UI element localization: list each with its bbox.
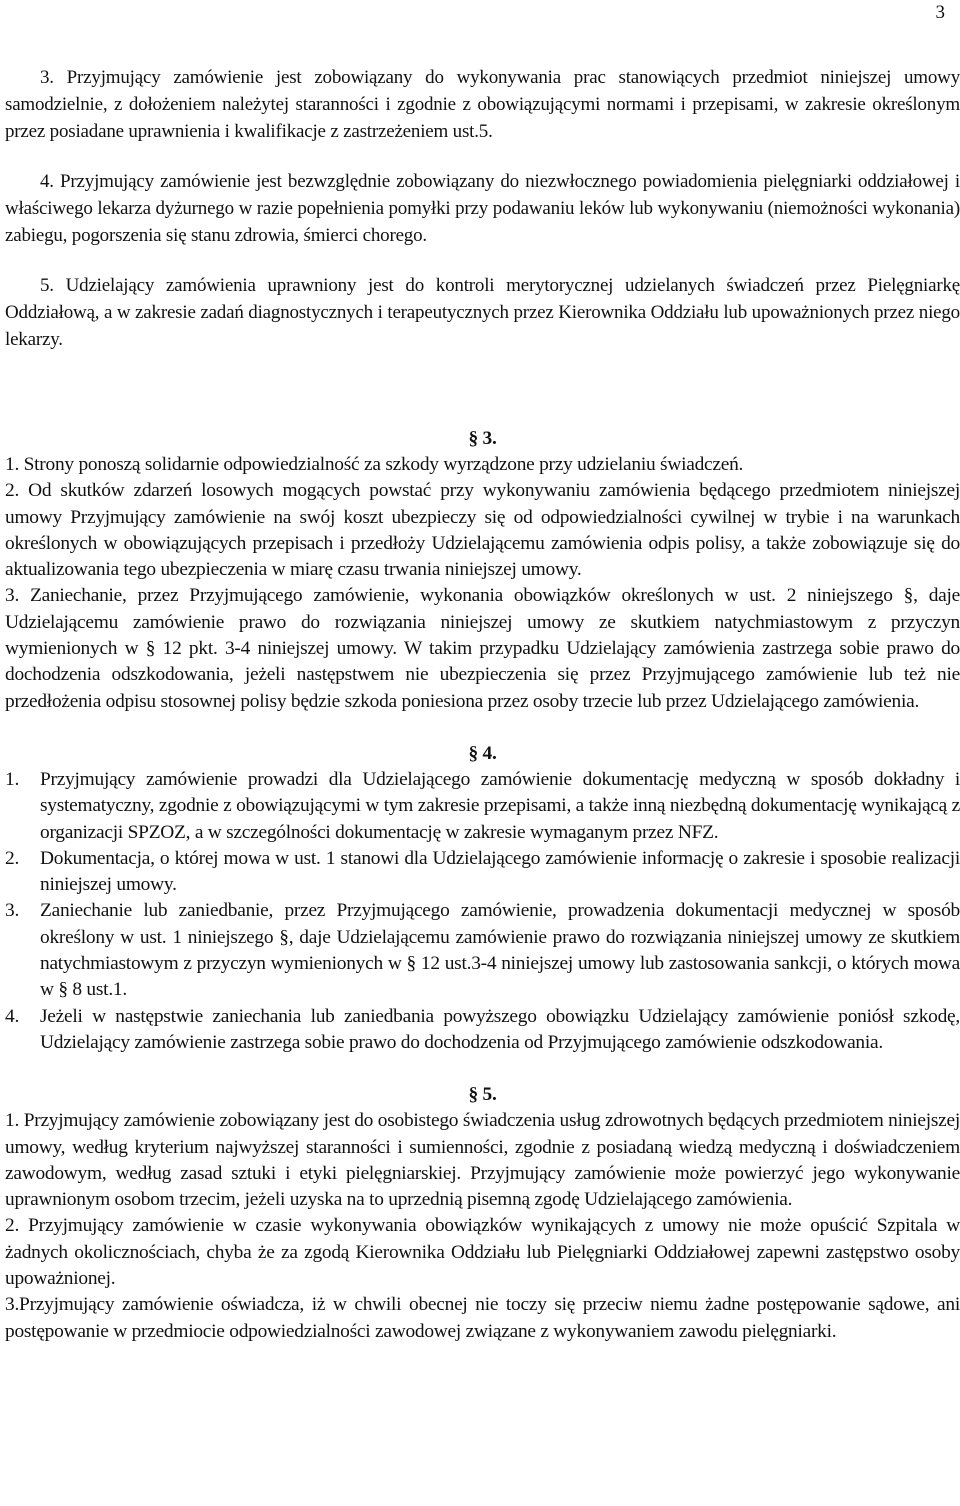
list-item-text: Jeżeli w następstwie zaniechania lub zaniedbania powyższego obowiązku Udzielający zamówienie poniósł szkodę, Udzielający zamówienie zastrzega sobie prawo do dochodzenia od Przyjmującego zamówienie odszkodowania. — [40, 1005, 960, 1053]
section-3-paragraph: 2. Od skutków zdarzeń losowych mogących powstać przy wykonywaniu zamówienia będącego przedmiotem niniejszej umowy Przyjmujący zamówienie na swój koszt ubezpieczy się od odpowiedzialności cywilnej w trybie i na warunkach określonych w obowiązujących przepisach i przedłoży Udzielającemu zamówienia odpis polisy, a także zobowiązuje się do aktualizowania tego ubezpieczenia w miarę czasu trwania niniejszej umowy. — [5, 480, 960, 581]
section-5-heading: § 5. — [468, 1084, 497, 1106]
paragraph-5: 5. Udzielający zamówienia uprawniony jest do kontroli merytorycznej udzielanych świadczeń przez Pielęgniarkę Oddziałową, a w zakresie zadań diagnostycznych i terapeutycznych przez Kierownika Oddziału lub upoważnionych przez niego lekarzy. — [5, 275, 960, 350]
section-3-heading: § 3. — [468, 428, 497, 449]
section-5-paragraph: 3.Przyjmujący zamówienie oświadcza, iż w chwili obecnej nie toczy się przeciw niemu żadne postępowanie sądowe, ani postępowanie w przedmiocie odpowiedzialności zawodowej związane z wykonywaniem zawodu pielęgniarki. — [5, 1294, 960, 1342]
main-sections — [5, 426, 960, 1345]
page-number: 3 — [935, 2, 945, 23]
list-item — [5, 846, 960, 899]
list-item — [5, 898, 960, 1003]
list-item-number: 4. — [5, 1005, 20, 1027]
list-item-text: Dokumentacja, o której mowa w ust. 1 stanowi dla Udzielającego zamówienie informację o zakresie i sposobie realizacji niniejszej umowy. — [40, 847, 960, 896]
paragraph-4: 4. Przyjmujący zamówienie jest bezwzględnie zobowiązany do niezwłocznego powiadomienia pielęgniarki oddziałowej i właściwego lekarza dyżurnego w razie popełnienia pomyłki przy podawaniu leków lub wykonywaniu (niemożności wykonania) zabiegu, pogorszenia się stanu zdrowia, śmierci chorego. — [5, 171, 960, 246]
section-4-list — [5, 767, 960, 1056]
section-5-paragraph: 1. Przyjmujący zamówienie zobowiązany jest do osobistego świadczenia usług zdrowotnych będących przedmiotem niniejszej umowy, według kryterium najwyższej staranności i sumienności, zgodnie z posiadaną wiedzą medyczną i doświadczeniem zawodowym, według zasad sztuki i etyki pielęgniarskiej. Przyjmujący zamówienie może powierzyć jego wykonywanie uprawnionym osobom trzecim, jeżeli uzyska na to uprzednią pisemną zgodę Udzielającego zamówienia. — [5, 1110, 960, 1211]
list-item — [5, 767, 960, 846]
paragraph-3: 3. Przyjmujący zamówienie jest zobowiązany do wykonywania prac stanowiących przedmiot niniejszej umowy samodzielnie, z dołożeniem należytej staranności i zgodnie z obowiązującymi normami i przepisami, w zakresie określonym przez posiadane uprawnienia i kwalifikacje z zastrzeżeniem ust.5. — [5, 67, 960, 142]
section-3-paragraph: 1. Strony ponoszą solidarnie odpowiedzialność za szkody wyrządzone przy udzielaniu świadczeń. — [5, 454, 744, 475]
list-item-text: Przyjmujący zamówienie prowadzi dla Udzielającego zamówienie dokumentację medyczną w sposób dokładny i systematyczny, zgodnie z obowiązującymi w tym zakresie przepisami, a także inną niezbędną dokumentację wynikającą z organizacji SPZOZ, a w szczególności dokumentację w zakresie wymaganym przez NFZ. — [40, 768, 960, 843]
section-5-paragraph: 2. Przyjmujący zamówienie w czasie wykonywania obowiązków wynikających z umowy nie może opuścić Szpitala w żadnych okolicznościach, chyba że za zgodą Kierownika Oddziału lub Pielęgniarki Oddziałowej zapewni zastępstwo osoby upoważnionej. — [5, 1215, 960, 1290]
intro-section — [5, 64, 960, 376]
list-item-number: 3. — [5, 900, 20, 922]
list-item-text: Zaniechanie lub zaniedbanie, przez Przyjmującego zamówienie, prowadzenia dokumentacji medycznej w sposób określony w ust. 1 niniejszego §, daje Udzielającemu zamówienie prawo do rozwiązania niniejszej umowy ze skutkiem natychmiastowym z przyczyn wymienionych w § 12 ust.3-4 niniejszej umowy lub zastosowania sankcji, o których mowa w § 8 ust.1. — [40, 900, 960, 1001]
section-4-heading: § 4. — [468, 742, 497, 764]
list-item-number: 1. — [5, 768, 20, 790]
list-item-number: 2. — [5, 847, 20, 869]
list-item — [5, 1004, 960, 1057]
section-3-paragraph: 3. Zaniechanie, przez Przyjmującego zamówienie, wykonania obowiązków określonych w ust. 2 niniejszego §, daje Udzielającemu zamówienie prawo do rozwiązania niniejszej umowy ze skutkiem natychmiastowym z przyczyn wymienionych w § 12 pkt. 3-4 niniejszej umowy. W takim przypadku Udzielający zamówienia zastrzega sobie prawo do dochodzenia odszkodowania, jeżeli następstwem nie ubezpieczenia się przez Przyjmującego zamówienie lub też nie przedłożenia odpisu stosownej polisy będzie szkoda poniesiona przez osoby trzecie lub przez Udzielającego zamówienia. — [5, 585, 960, 712]
